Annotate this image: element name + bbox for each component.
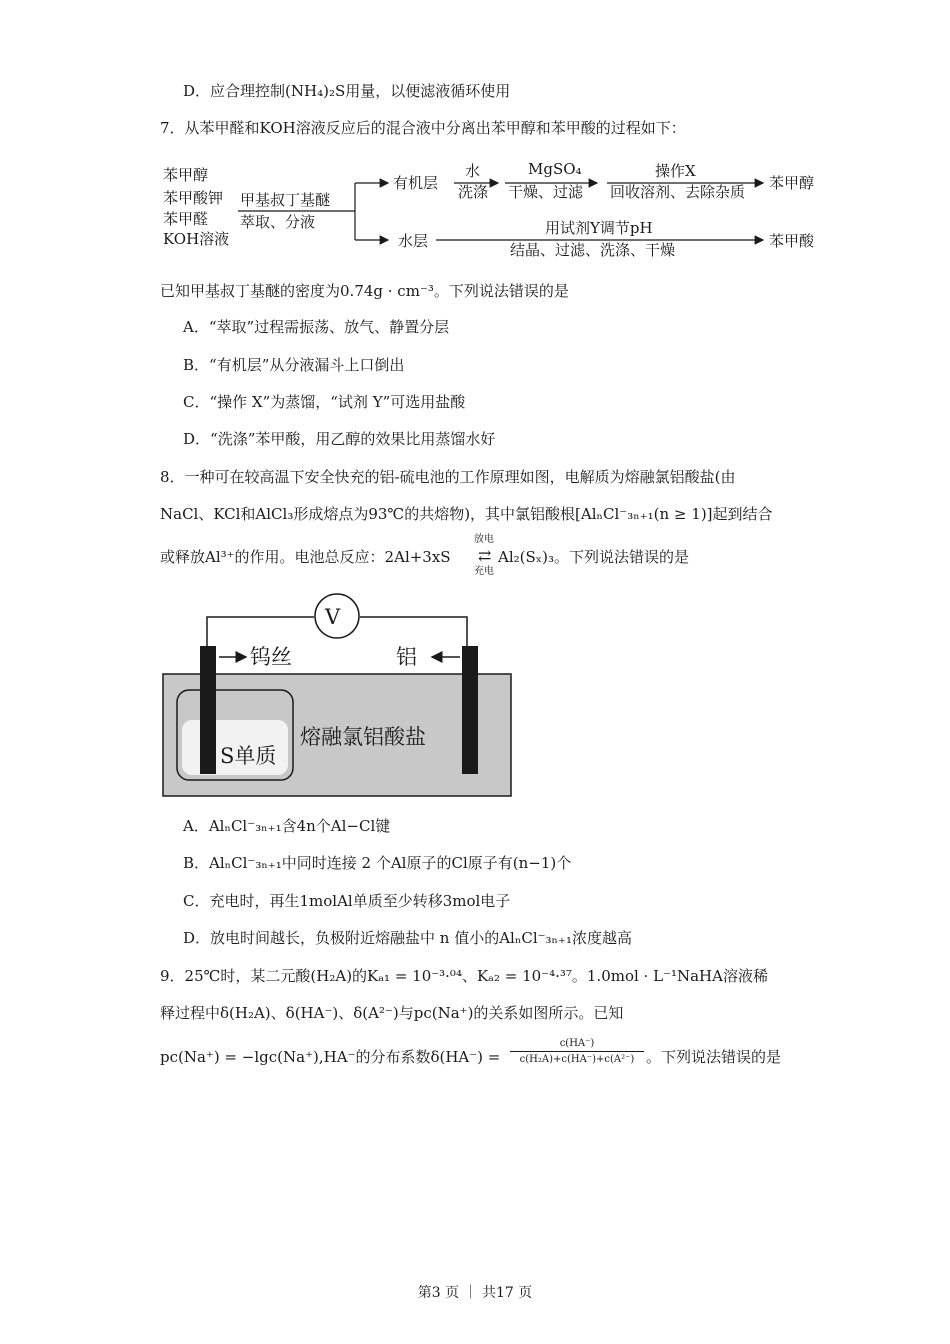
flow-product-2: 苯甲酸 bbox=[769, 232, 815, 250]
tungsten-wire-label: 钨丝 bbox=[250, 645, 292, 669]
flow-product-1: 苯甲醇 bbox=[769, 174, 815, 192]
q9-line-2: 释过程中δ(H₂A)、δ(HA⁻)、δ(A²⁻)与pc(Na⁺)的关系如图所示。已知 bbox=[160, 1004, 624, 1022]
flow-mix-4: KOH溶液 bbox=[163, 230, 230, 248]
q7-flow-diagram bbox=[160, 158, 830, 270]
flow-extract-bottom: 萃取、分液 bbox=[240, 213, 316, 231]
flow-steps: 结晶、过滤、洗涤、干燥 bbox=[510, 241, 676, 259]
q8-option-a: A．AlₙCl⁻₃ₙ₊₁含4n个Al−Cl键 bbox=[183, 817, 391, 835]
reversible-arrow-icon: ⇄ bbox=[478, 546, 492, 565]
q7-option-c: C．“操作 X”为蒸馏，“试剂 Y”可选用盐酸 bbox=[183, 393, 466, 411]
q9-line-3-post: 。下列说法错误的是 bbox=[646, 1048, 782, 1066]
flow-extract-top: 甲基叔丁基醚 bbox=[240, 191, 331, 209]
q6-option-d: D．应合理控制(NH₄)₂S用量，以便滤液循环使用 bbox=[183, 82, 511, 100]
flow-dry-filter: 干燥、过滤 bbox=[508, 183, 584, 201]
q8-line-3-post: Al₂(Sₓ)₃。下列说法错误的是 bbox=[498, 548, 689, 566]
q9-line-3-pre: pc(Na⁺) = −lgc(Na⁺),HA⁻的分布系数δ(HA⁻) = bbox=[160, 1048, 501, 1066]
q7-note: 已知甲基叔丁基醚的密度为0.74g · cm⁻³。下列说法错误的是 bbox=[160, 282, 569, 300]
voltmeter-label: V bbox=[325, 605, 341, 629]
flow-wash: 洗涤 bbox=[458, 183, 489, 201]
flow-reagent-y: 用试剂Y调节pH bbox=[545, 219, 653, 237]
flow-mix-1: 苯甲醇 bbox=[163, 166, 209, 184]
q7-option-b: B．“有机层”从分液漏斗上口倒出 bbox=[183, 356, 405, 374]
page-footer: 第3 页 ｜ 共17 页 bbox=[417, 1285, 533, 1301]
arrow-label-charge: 充电 bbox=[474, 566, 494, 577]
flow-arrows bbox=[160, 158, 830, 270]
arrow-label-discharge: 放电 bbox=[474, 534, 494, 545]
q8-option-d: D．放电时间越长，负极附近熔融盐中 n 值小的AlₙCl⁻₃ₙ₊₁浓度越高 bbox=[183, 929, 632, 947]
flow-water: 水 bbox=[465, 162, 481, 180]
q8-line-3-pre: 或释放Al³⁺的作用。电池总反应：2Al+3xS bbox=[160, 548, 451, 566]
q7-option-a: A．“萃取”过程需振荡、放气、静置分层 bbox=[183, 318, 450, 336]
flow-mgso4: MgSO₄ bbox=[528, 160, 582, 178]
fraction-numerator: c(HA⁻) bbox=[510, 1037, 644, 1052]
flow-aqueous-layer: 水层 bbox=[398, 232, 429, 250]
flow-mix-3: 苯甲醛 bbox=[163, 210, 209, 228]
q7-option-d: D．“洗涤”苯甲酸，用乙醇的效果比用蒸馏水好 bbox=[183, 430, 496, 448]
q8-option-c: C．充电时，再生1molAl单质至少转移3mol电子 bbox=[183, 892, 511, 910]
q8-line-2: NaCl、KCl和AlCl₃形成熔点为93℃的共熔物)，其中氯铝酸根[AlₙCl⁻₃ₙ₊₁(n ≥ 1)]起到结合 bbox=[160, 505, 773, 523]
q9-line-1: 9．25℃时，某二元酸(H₂A)的Kₐ₁ = 10⁻³·⁰⁴、Kₐ₂ = 10⁻⁴·³⁷。1.0mol · L⁻¹NaHA溶液稀 bbox=[160, 967, 768, 985]
flow-organic-layer: 有机层 bbox=[393, 174, 439, 192]
flow-mix-2: 苯甲酸钾 bbox=[163, 189, 224, 207]
battery-diagram bbox=[160, 590, 520, 802]
q7-stem: 7．从苯甲醛和KOH溶液反应后的混合液中分离出苯甲醇和苯甲酸的过程如下： bbox=[160, 119, 686, 137]
flow-operation-x: 操作X bbox=[655, 162, 696, 180]
sulfur-label: S单质 bbox=[220, 744, 277, 768]
fraction-denominator: c(H₂A)+c(HA⁻)+c(A²⁻) bbox=[519, 1054, 635, 1065]
aluminum-label: 铝 bbox=[396, 645, 417, 669]
flow-recover: 回收溶剂、去除杂质 bbox=[610, 183, 746, 201]
q8-option-b: B．AlₙCl⁻₃ₙ₊₁中同时连接 2 个Al原子的Cl原子有(n−1)个 bbox=[183, 854, 572, 872]
q8-line-1: 8．一种可在较高温下安全快充的铝-硫电池的工作原理如图，电解质为熔融氯铝酸盐(由 bbox=[160, 468, 736, 486]
electrolyte-label: 熔融氯铝酸盐 bbox=[300, 725, 426, 749]
